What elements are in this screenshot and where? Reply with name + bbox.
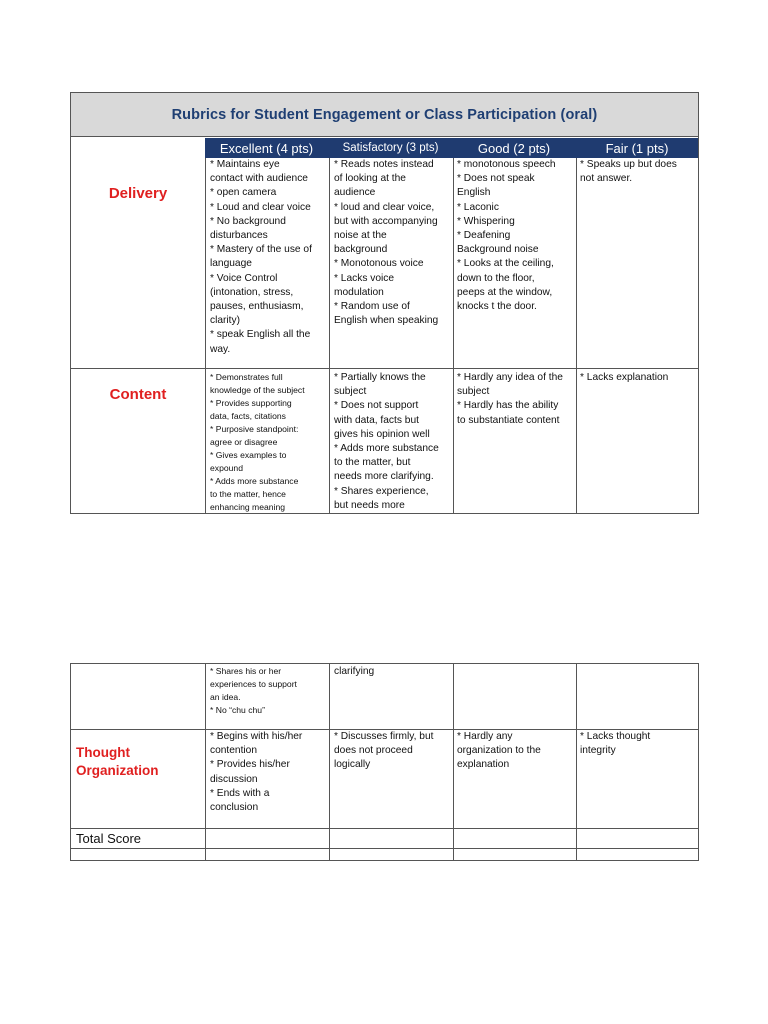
content-excellent-cont: * Shares his or her experiences to support an idea. * No “chu chu” <box>210 666 297 715</box>
row-divider <box>71 828 698 829</box>
content-satisfactory-cont: clarifying <box>334 666 375 677</box>
thought-fair: * Lacks thought integrity <box>580 731 651 757</box>
content-excellent: * Demonstrates full knowledge of the subject * Provides supporting data, facts, citations * Purposive standpoint: agree or disagree * Gives examples to expound * Adds more substance to the matter, hence enhancing meaning <box>210 372 305 512</box>
title-band <box>71 93 698 137</box>
delivery-excellent: * Maintains eye contact with audience * open camera * Loud and clear voice * No background disturbances * Mastery of the use of language * Voice Control (intonation, stress, pauses, enthusiasm, clarity) * speak English all the way. <box>210 159 312 355</box>
delivery-good: * monotonous speech * Does not speak English * Laconic * Whispering * Deafening Background noise * Looks at the ceiling, down to the floor, peeps at the window, knocks t the door. <box>457 159 556 313</box>
header-satisfactory: Satisfactory (3 pts) <box>342 142 439 154</box>
col-divider <box>329 664 330 860</box>
content-satisfactory: * Partially knows the subject * Does not support with data, facts but gives his opinion well * Adds more substance to the matter, but needs more clarifying. * Shares experience, but needs more <box>334 372 439 511</box>
rubric-table-page2 <box>70 663 699 861</box>
header-fair: Fair (1 pts) <box>605 140 669 156</box>
delivery-satisfactory: * Reads notes instead of looking at the audience * loud and clear voice, but with accompanying noise at the background * Monotonous voice * Lacks voice modulation * Random use of English when speaking <box>334 159 439 327</box>
row-label-content: Content <box>109 386 167 403</box>
thought-satisfactory: * Discusses firmly, but does not proceed logically <box>334 731 434 771</box>
content-fair: * Lacks explanation <box>580 372 669 383</box>
rubric-table-page1 <box>70 92 699 514</box>
thought-excellent: * Begins with his/her contention * Provides his/her discussion * Ends with a conclusion <box>210 731 303 814</box>
delivery-fair: * Speaks up but does not answer. <box>580 159 677 185</box>
header-good: Good (2 pts) <box>477 140 551 156</box>
col-divider <box>329 158 330 514</box>
thought-good: * Hardly any organization to the explanation <box>457 731 541 771</box>
row-divider <box>71 848 698 849</box>
col-divider <box>205 664 206 860</box>
col-divider <box>453 664 454 860</box>
total-score-label: Total Score <box>76 831 142 846</box>
row-divider <box>71 368 698 369</box>
col-divider <box>576 158 577 514</box>
col-divider <box>576 664 577 860</box>
content-good: * Hardly any idea of the subject * Hardly has the ability to substantiate content <box>457 372 563 426</box>
rubric-title: Rubrics for Student Engagement or Class Participation (oral) <box>171 106 598 123</box>
row-label-delivery: Delivery <box>108 185 168 202</box>
header-excellent: Excellent (4 pts) <box>219 140 314 156</box>
col-divider <box>453 158 454 514</box>
col-divider <box>205 158 206 514</box>
column-header-row <box>205 138 698 158</box>
row-label-thought-organization: Thought Organization <box>76 745 159 778</box>
